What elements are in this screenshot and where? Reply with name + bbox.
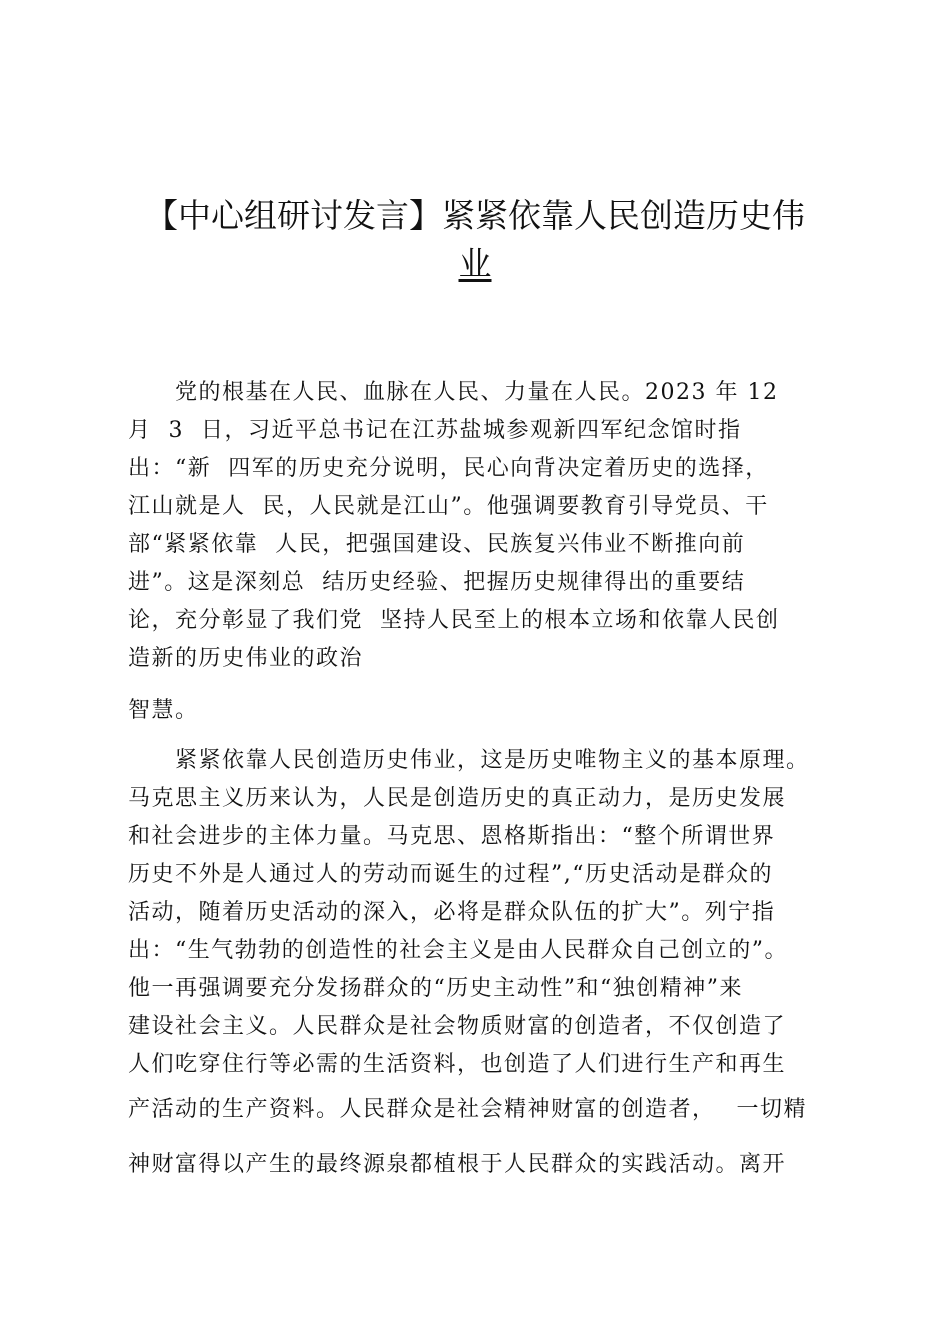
paragraph-2-line-11: 神财富得以产生的最终源泉都植根于人民群众的实践活动。离开 (128, 1152, 787, 1177)
paragraph-2-line-2: 马克思主义历来认为，人民是创造历史的真正动力，是历史发展 (128, 786, 787, 811)
paragraph-1-line-8: 造新的历史伟业的政治 (128, 646, 364, 671)
paragraph-2-line-8: 建设社会主义。人民群众是社会物质财富的创造者，不仅创造了 (128, 1014, 787, 1039)
paragraph-2-line-10: 产活动的生产资料。人民群众是社会精神财富的创造者， 一切精 (128, 1097, 807, 1122)
document-title-line-1: 【中心组研讨发言】紧紧依靠人民创造历史伟 (145, 196, 805, 235)
paragraph-2-line-5: 活动，随着历史活动的深入，必将是群众队伍的扩大”。列宁指 (128, 900, 776, 925)
paragraph-1-line-5: 部“紧紧依靠 人民，把强国建设、民族复兴伟业不断推向前 (128, 532, 746, 557)
paragraph-1-line-4: 江山就是人 民，人民就是江山”。他强调要教育引导党员、干 (128, 494, 769, 519)
paragraph-1-line-6: 进”。这是深刻总 结历史经验、把握历史规律得出的重要结 (128, 570, 746, 595)
paragraph-2-line-7: 他一再强调要充分发扬群众的“历史主动性”和“独创精神”来 (128, 976, 743, 1001)
paragraph-1-line-2: 月 3 日，习近平总书记在江苏盐城参观新四军纪念馆时指 (128, 418, 742, 443)
paragraph-1-tail: 智慧。 (128, 698, 199, 723)
paragraph-2-line-3: 和社会进步的主体力量。马克思、恩格斯指出：“整个所谓世界 (128, 824, 776, 849)
paragraph-1-line-1: 党的根基在人民、血脉在人民、力量在人民。2023 年 12 (128, 380, 779, 405)
paragraph-2-line-6: 出：“生气勃勃的创造性的社会主义是由人民群众自己创立的”。 (128, 938, 788, 963)
paragraph-1-line-7: 论，充分彰显了我们党 坚持人民至上的根本立场和依靠人民创 (128, 608, 780, 633)
paragraph-2-line-9: 人们吃穿住行等必需的生活资料，也创造了人们进行生产和再生 (128, 1052, 787, 1077)
paragraph-1-line-3: 出：“新 四军的历史充分说明，民心向背决定着历史的选择， (128, 456, 769, 481)
paragraph-2-line-1: 紧紧依靠人民创造历史伟业，这是历史唯物主义的基本原理。 (128, 748, 810, 773)
paragraph-2-line-4: 历史不外是人通过人的劳动而诞生的过程”,“历史活动是群众的 (128, 862, 773, 887)
document-title-line-2: 业 (458, 244, 492, 283)
